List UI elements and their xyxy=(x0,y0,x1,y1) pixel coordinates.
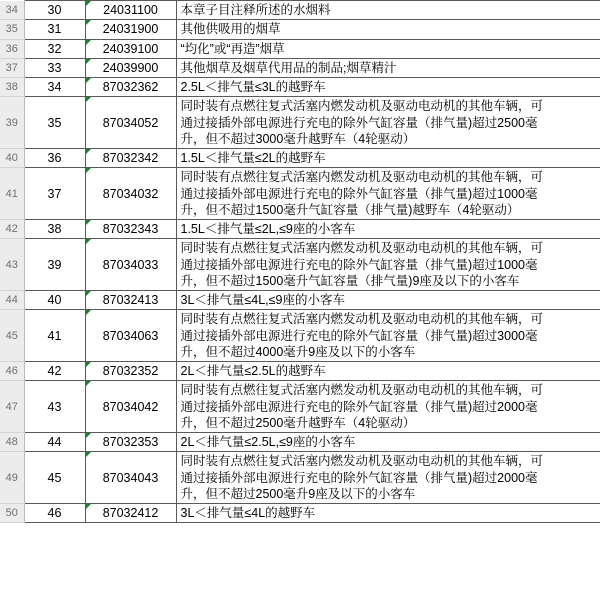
cell-sequence[interactable]: 44 xyxy=(24,433,85,452)
table-row[interactable] xyxy=(0,20,600,39)
cell-description-line: 1.5L＜排气量≤2L的越野车 xyxy=(180,151,326,165)
table-row[interactable] xyxy=(0,362,600,381)
cell-description[interactable] xyxy=(176,39,600,58)
cell-hs-code-text: 87034033 xyxy=(102,257,159,272)
row-header-number[interactable]: 47 xyxy=(0,381,24,433)
cell-hs-code-text: 87034042 xyxy=(102,399,159,414)
row-header-number[interactable]: 41 xyxy=(0,168,24,220)
row-header-number[interactable]: 50 xyxy=(0,504,24,523)
error-indicator-triangle-icon xyxy=(86,362,91,367)
cell-description-line: 升，但不超过2500毫升越野车（4轮驱动） xyxy=(180,415,416,430)
row-header-number[interactable]: 39 xyxy=(0,97,24,149)
cell-hs-code[interactable] xyxy=(85,97,176,149)
cell-description-line: 同时装有点燃往复式活塞内燃发动机及驱动电动机的其他车辆，可 xyxy=(180,170,544,185)
cell-hs-code[interactable] xyxy=(85,504,176,523)
error-indicator-triangle-icon xyxy=(86,40,91,45)
error-indicator-triangle-icon xyxy=(86,433,91,438)
cell-hs-code[interactable] xyxy=(85,78,176,97)
cell-sequence[interactable]: 35 xyxy=(24,97,85,149)
table-body xyxy=(0,1,600,523)
cell-description-line: 通过接插外部电源进行充电的除外气缸容量（排气量)超过3000毫 xyxy=(180,328,538,343)
cell-sequence[interactable]: 41 xyxy=(24,310,85,362)
table-row[interactable] xyxy=(0,310,600,362)
cell-description-line: 其他烟草及烟草代用品的制品;烟草精汁 xyxy=(180,60,397,75)
cell-description[interactable] xyxy=(176,149,600,168)
cell-hs-code-text: 87034052 xyxy=(102,115,159,130)
cell-description-line: 同时装有点燃往复式活塞内燃发动机及驱动电动机的其他车辆，可 xyxy=(180,312,544,327)
cell-description[interactable] xyxy=(176,168,600,220)
cell-hs-code[interactable] xyxy=(85,220,176,239)
table-row[interactable] xyxy=(0,149,600,168)
cell-hs-code-text: 87032352 xyxy=(102,364,159,379)
cell-description-line: 通过接插外部电源进行充电的除外气缸容量（排气量)超过1000毫 xyxy=(180,257,538,272)
cell-hs-code-text: 87032353 xyxy=(102,435,159,450)
cell-sequence[interactable]: 43 xyxy=(24,381,85,433)
cell-description-line: 通过接插外部电源进行充电的除外气缸容量（排气量)超过2500毫 xyxy=(180,115,538,130)
cell-hs-code-text: 87032362 xyxy=(102,80,159,95)
cell-hs-code-text: 87032343 xyxy=(102,222,159,237)
table-row[interactable] xyxy=(0,504,600,523)
row-header-number[interactable]: 44 xyxy=(0,291,24,310)
error-indicator-triangle-icon xyxy=(86,504,91,509)
row-header-number[interactable]: 49 xyxy=(0,452,24,504)
cell-description-line: 升，但不超过3000毫升越野车（4轮驱动） xyxy=(180,131,416,146)
cell-description[interactable] xyxy=(176,433,600,452)
cell-hs-code-text: 87032413 xyxy=(102,293,159,308)
cell-description-line: 2L＜排气量≤2.5L,≤9座的小客车 xyxy=(180,435,356,449)
cell-hs-code[interactable] xyxy=(85,20,176,39)
cell-description[interactable] xyxy=(176,1,600,20)
cell-description-line: 3L＜排气量≤4L的越野车 xyxy=(180,506,316,520)
cell-description-line: 同时装有点燃往复式活塞内燃发动机及驱动电动机的其他车辆，可 xyxy=(180,241,544,256)
cell-description-line: “均化”或“再造”烟草 xyxy=(180,41,285,56)
cell-hs-code-text: 87034032 xyxy=(102,186,159,201)
table-row[interactable] xyxy=(0,452,600,504)
row-header-number[interactable]: 34 xyxy=(0,1,24,20)
error-indicator-triangle-icon xyxy=(86,78,91,83)
cell-sequence[interactable]: 33 xyxy=(24,58,85,77)
cell-description[interactable] xyxy=(176,78,600,97)
cell-sequence[interactable]: 37 xyxy=(24,168,85,220)
cell-hs-code[interactable] xyxy=(85,58,176,77)
cell-description-line: 同时装有点燃往复式活塞内燃发动机及驱动电动机的其他车辆，可 xyxy=(180,383,544,398)
table-row[interactable] xyxy=(0,58,600,77)
cell-hs-code[interactable] xyxy=(85,310,176,362)
error-indicator-triangle-icon xyxy=(86,239,91,244)
cell-hs-code[interactable] xyxy=(85,291,176,310)
error-indicator-triangle-icon xyxy=(86,381,91,386)
cell-hs-code[interactable] xyxy=(85,39,176,58)
cell-description[interactable] xyxy=(176,381,600,433)
cell-hs-code-text: 87034043 xyxy=(102,470,159,485)
error-indicator-triangle-icon xyxy=(86,1,91,6)
table-row[interactable] xyxy=(0,39,600,58)
cell-description-line: 通过接插外部电源进行充电的除外气缸容量（排气量)超过2000毫 xyxy=(180,399,538,414)
cell-description[interactable] xyxy=(176,362,600,381)
cell-sequence[interactable]: 30 xyxy=(24,1,85,20)
cell-description-line: 2.5L＜排气量≤3L的越野车 xyxy=(180,80,326,94)
cell-sequence[interactable]: 32 xyxy=(24,39,85,58)
row-header-number[interactable]: 42 xyxy=(0,220,24,239)
cell-sequence[interactable]: 39 xyxy=(24,239,85,291)
cell-description-line: 升，但不超过1500毫升气缸容量（排气量)越野车（4轮驱动） xyxy=(180,202,520,217)
cell-description[interactable] xyxy=(176,239,600,291)
error-indicator-triangle-icon xyxy=(86,97,91,102)
cell-hs-code-text: 24039100 xyxy=(102,41,159,56)
cell-description[interactable] xyxy=(176,58,600,77)
table-row[interactable] xyxy=(0,97,600,149)
row-header-number[interactable]: 45 xyxy=(0,310,24,362)
cell-sequence[interactable]: 42 xyxy=(24,362,85,381)
row-header-number[interactable]: 36 xyxy=(0,39,24,58)
cell-hs-code-text: 87032412 xyxy=(102,506,159,521)
error-indicator-triangle-icon xyxy=(86,149,91,154)
cell-description-line: 3L＜排气量≤4L,≤9座的小客车 xyxy=(180,293,345,307)
error-indicator-triangle-icon xyxy=(86,452,91,457)
cell-sequence[interactable]: 45 xyxy=(24,452,85,504)
cell-hs-code-text: 87034063 xyxy=(102,328,159,343)
cell-description-line: 通过接插外部电源进行充电的除外气缸容量（排气量)超过2000毫 xyxy=(180,470,538,485)
error-indicator-triangle-icon xyxy=(86,20,91,25)
error-indicator-triangle-icon xyxy=(86,59,91,64)
cell-description[interactable] xyxy=(176,220,600,239)
cell-description-line: 升，但不超过4000毫升9座及以下的小客车 xyxy=(180,344,416,359)
row-header-number[interactable]: 37 xyxy=(0,58,24,77)
cell-hs-code-text: 24031100 xyxy=(103,3,158,18)
table-row[interactable] xyxy=(0,1,600,20)
cell-hs-code[interactable] xyxy=(85,168,176,220)
cell-description[interactable] xyxy=(176,20,600,39)
error-indicator-triangle-icon xyxy=(86,168,91,173)
cell-description-line: 其他供吸用的烟草 xyxy=(180,22,281,37)
cell-sequence[interactable]: 40 xyxy=(24,291,85,310)
cell-description-line: 同时装有点燃往复式活塞内燃发动机及驱动电动机的其他车辆，可 xyxy=(180,99,544,114)
cell-hs-code-text: 24039900 xyxy=(102,60,159,75)
cell-hs-code[interactable] xyxy=(85,362,176,381)
cell-description[interactable] xyxy=(176,310,600,362)
table-row[interactable] xyxy=(0,78,600,97)
row-header-number[interactable]: 48 xyxy=(0,433,24,452)
cell-sequence[interactable]: 46 xyxy=(24,504,85,523)
cell-sequence[interactable]: 36 xyxy=(24,149,85,168)
error-indicator-triangle-icon xyxy=(86,220,91,225)
row-header-number[interactable]: 35 xyxy=(0,20,24,39)
cell-description-line: 升，但不超过1500毫升气缸容量（排气量)9座及以下的小客车 xyxy=(180,273,520,288)
cell-description-line: 通过接插外部电源进行充电的除外气缸容量（排气量)超过1000毫 xyxy=(180,186,538,201)
cell-hs-code[interactable] xyxy=(85,239,176,291)
cell-hs-code[interactable] xyxy=(85,433,176,452)
row-header-number[interactable]: 40 xyxy=(0,149,24,168)
cell-hs-code-text: 24031900 xyxy=(102,22,159,37)
row-header-number[interactable]: 38 xyxy=(0,78,24,97)
table-row[interactable] xyxy=(0,168,600,220)
cell-hs-code[interactable] xyxy=(85,1,176,20)
cell-sequence[interactable]: 34 xyxy=(24,78,85,97)
row-header-number[interactable]: 46 xyxy=(0,362,24,381)
cell-description-line: 同时装有点燃往复式活塞内燃发动机及驱动电动机的其他车辆，可 xyxy=(180,454,544,469)
table-row[interactable] xyxy=(0,239,600,291)
error-indicator-triangle-icon xyxy=(86,310,91,315)
cell-hs-code[interactable] xyxy=(85,452,176,504)
cell-description[interactable] xyxy=(176,291,600,310)
cell-hs-code-text: 87032342 xyxy=(102,151,159,166)
cell-hs-code[interactable] xyxy=(85,149,176,168)
cell-description-line: 2L＜排气量≤2.5L的越野车 xyxy=(180,364,326,378)
table-row[interactable] xyxy=(0,291,600,310)
cell-description-line: 升，但不超过2500毫升9座及以下的小客车 xyxy=(180,486,416,501)
cell-hs-code[interactable] xyxy=(85,381,176,433)
row-header-number[interactable]: 43 xyxy=(0,239,24,291)
error-indicator-triangle-icon xyxy=(86,291,91,296)
cell-description[interactable] xyxy=(176,504,600,523)
table-row[interactable] xyxy=(0,433,600,452)
cell-description-line: 本章子目注释所述的水烟料 xyxy=(180,3,331,17)
cell-description-line: 1.5L＜排气量≤2L,≤9座的小客车 xyxy=(180,222,356,236)
cell-sequence[interactable]: 38 xyxy=(24,220,85,239)
cell-description[interactable] xyxy=(176,97,600,149)
table-row[interactable] xyxy=(0,381,600,433)
cell-description[interactable] xyxy=(176,452,600,504)
cell-sequence[interactable]: 31 xyxy=(24,20,85,39)
table-row[interactable] xyxy=(0,220,600,239)
